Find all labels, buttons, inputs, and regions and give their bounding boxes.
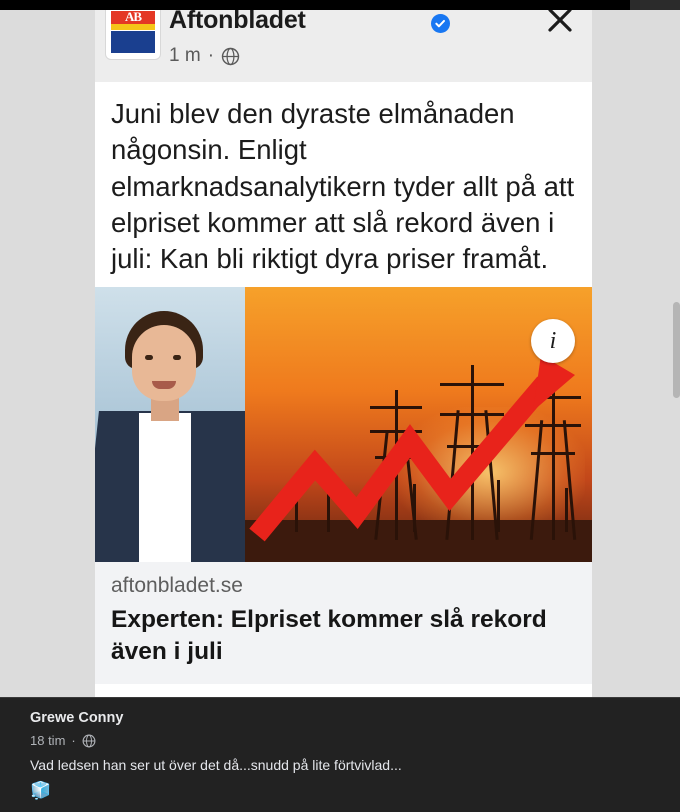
globe-icon (221, 47, 240, 66)
post-body-text: Juni blev den dyraste elmånaden någonsin. Enligt elmarknadsanalytikern tyder allt på att elpriset kommer att slå rekord även i juli: Kan bli riktigt dyra priser framåt. (111, 98, 575, 275)
page-name[interactable]: Aftonbladet (169, 10, 306, 34)
scrollbar[interactable] (673, 302, 680, 398)
comment-meta-separator: · (71, 733, 76, 748)
comment-timestamp: 18 tim (30, 733, 66, 748)
comment-text: Vad ledsen han ser ut över det då...snudd på lite förtvivlad... (30, 757, 402, 773)
reaction-emoji[interactable]: 🧊 (30, 781, 52, 800)
post-scroll-area[interactable] (0, 10, 680, 698)
post-card (95, 10, 592, 698)
post-timestamp: 1 m (169, 45, 201, 66)
verified-badge-icon (431, 14, 450, 33)
comment-bar (0, 697, 680, 812)
post-meta (169, 45, 240, 67)
portrait-photo (95, 287, 245, 562)
info-badge-icon[interactable]: i (531, 319, 575, 363)
link-title: Experten: Elpriset kommer slå rekord även i juli (111, 606, 547, 666)
meta-separator: · (207, 45, 215, 66)
avatar-logo-blue (111, 31, 155, 53)
post-header (95, 10, 592, 82)
comment-meta (30, 733, 96, 748)
link-preview-meta[interactable] (95, 562, 592, 684)
globe-icon (82, 734, 96, 748)
rising-arrow-graphic (245, 345, 592, 555)
avatar[interactable] (105, 10, 161, 60)
avatar-initials: AB (124, 10, 142, 24)
link-domain: aftonbladet.se (111, 574, 243, 598)
comment-author[interactable]: Grewe Conny (30, 710, 124, 726)
status-bar (0, 0, 680, 10)
status-bar-right-segment (630, 0, 680, 10)
close-icon[interactable] (546, 10, 574, 34)
link-preview-image[interactable] (95, 287, 592, 562)
